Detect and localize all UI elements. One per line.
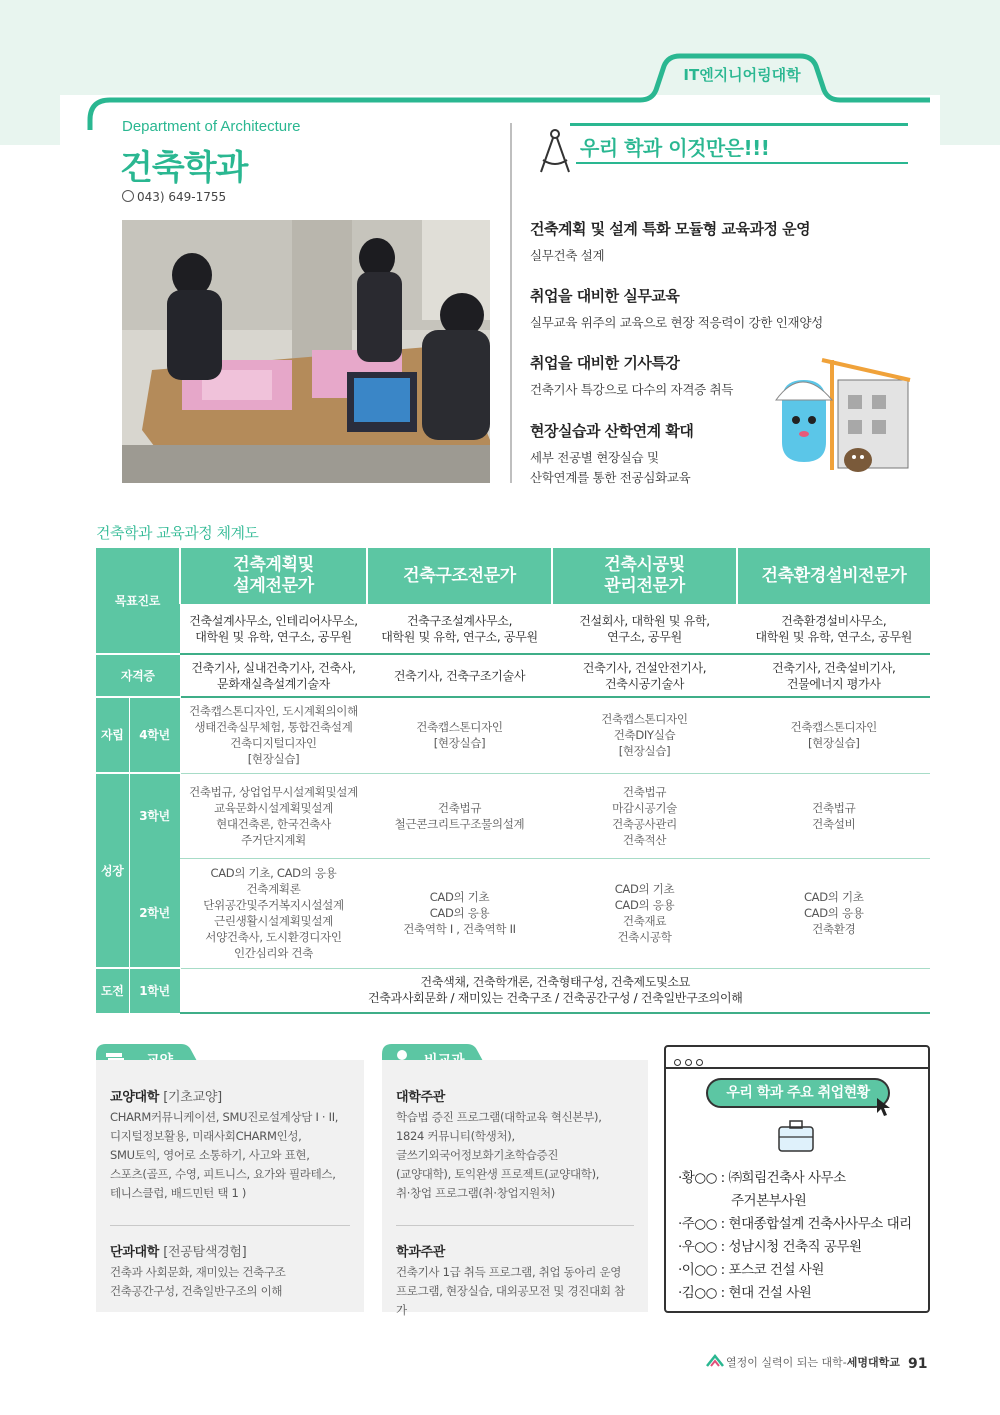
highlight-item	[530, 218, 810, 266]
extra-block2-text: 건축기사 1급 취득 프로그램, 취업 동아리 운영 프로그램, 현장실습, 대외공모전 및 경진대회 참가	[396, 1265, 625, 1317]
grade4-cell: 건축캡스톤디자인 [현장실습]	[737, 697, 930, 773]
highlight-item-desc: 세부 전공별 현장실습 및 산학연계를 통한 전공심화교육	[530, 450, 691, 485]
cert-cell: 건축기사, 실내건축기사, 건축사, 문화재실측설계기술자	[180, 654, 367, 697]
row-label-independence: 자립	[96, 697, 129, 773]
track-header: 건축시공및 관리전문가	[552, 548, 737, 604]
career-cell: 건축환경설비사무소, 대학원 및 유학, 연구소, 공무원	[737, 604, 930, 654]
highlight-item-title: 현장실습과 산학연계 확대	[530, 422, 694, 440]
grade3-cell: 건축법규 철근콘크리트구조물의설계	[367, 773, 552, 858]
employment-item: ·김○○ : 현대 건설 사원	[678, 1285, 812, 1301]
grade1-cell: 건축색채, 건축학개론, 건축형태구성, 건축제도및소묘 건축과사회문화 / 재미있는 건축구조 / 건축공간구성 / 건축일반구조의이해	[180, 968, 930, 1013]
phone-icon	[122, 190, 134, 202]
liberal-block1-text: CHARM커뮤니케이션, SMU진로설계상담 I · II, 디지털정보활용, 미래사회CHARM인성, SMU토익, 영어로 소통하기, 사고와 표현, 스포츠(골프, 수영, 피트니스, 요가와 필라테스, 테니스클럽, 배드민턴 택 1 )	[110, 1110, 339, 1200]
track-header: 건축환경설비전문가	[737, 548, 930, 604]
employment-item: ·황○○ : ㈜희림건축사 사무소	[678, 1170, 846, 1186]
page-number: 91	[908, 1356, 928, 1372]
department-english-name: Department of Architecture	[122, 118, 301, 135]
row-label-cert: 자격증	[96, 654, 180, 697]
extra-block1-text: 학습법 증진 프로그램(대학교육 혁신본부), 1824 커뮤니티(학생처), 글쓰기외국어정보화기초학습증진 (교양대학), 토익완생 프로젝트(교양대학), 취·창업 프로그램(취·창업지원처)	[396, 1110, 602, 1200]
class-photo	[122, 220, 490, 483]
extracurricular-card	[382, 1060, 648, 1317]
college-tag: IT엔지니어링대학	[683, 66, 801, 84]
liberal-block2-title: 단과대학 [전공탐색경험]	[110, 1245, 247, 1260]
window-titlebar	[666, 1047, 928, 1069]
row-label-challenge: 도전	[96, 968, 129, 1013]
row-label-grade4: 4학년	[129, 697, 180, 773]
column-divider	[510, 123, 512, 483]
department-title: 건축학과	[120, 148, 248, 188]
cert-cell: 건축기사, 건축설비기사, 건물에너지 평가사	[737, 654, 930, 697]
highlight-title: 우리 학과 이것만은!!!	[580, 136, 770, 160]
grade2-cell: CAD의 기초, CAD의 응용 건축계획론 단위공간및주거복지시설설계 근린생활시설계획및설계 서양건축사, 도시환경디자인 인간심리와 건축	[180, 858, 367, 968]
employment-title: 우리 학과 주요 취업현황	[706, 1078, 890, 1108]
window-dot-icon	[696, 1059, 703, 1066]
employment-list	[678, 1167, 912, 1305]
employment-item: ·이○○ : 포스코 건설 사원	[678, 1262, 824, 1278]
compass-icon	[535, 126, 575, 180]
phone-contact	[122, 190, 226, 204]
briefcase-icon	[776, 1117, 816, 1153]
track-header: 건축구조전문가	[367, 548, 552, 604]
grade4-cell: 건축캡스톤디자인, 도시계획의이해 생태건축실무체험, 통합건축설계 건축디지털디자인 [현장실습]	[180, 697, 367, 773]
card-divider	[110, 1225, 350, 1226]
grade2-cell: CAD의 기초 CAD의 응용 건축역학 I , 건축역학 II	[367, 858, 552, 968]
grade4-cell: 건축캡스톤디자인 [현장실습]	[367, 697, 552, 773]
row-label-grade3: 3학년	[129, 773, 180, 858]
cert-cell: 건축기사, 건축구조기술사	[367, 654, 552, 697]
employment-item: 주거본부사원	[731, 1193, 807, 1209]
curriculum-title: 건축학과 교육과정 체계도	[96, 524, 259, 542]
track-header: 건축계획및 설계전문가	[180, 548, 367, 604]
employment-window	[664, 1045, 930, 1313]
header-frame	[0, 0, 1000, 130]
grade4-cell: 건축캡스톤디자인 건축DIY실습 [현장실습]	[552, 697, 737, 773]
window-dot-icon	[674, 1059, 681, 1066]
footer-slogan: 열정이 실력이 되는 대학-세명대학교	[726, 1356, 900, 1369]
highlight-rule-bottom	[576, 162, 908, 164]
highlight-item-desc: 실무건축 설계	[530, 248, 605, 263]
highlight-item-desc: 실무교육 위주의 교육으로 현장 적응력이 강한 인재양성	[530, 315, 823, 330]
liberal-card	[96, 1060, 364, 1312]
highlight-item	[530, 420, 693, 488]
career-cell: 건설회사, 대학원 및 유학, 연구소, 공무원	[552, 604, 737, 654]
curriculum-table	[96, 548, 930, 1014]
grade2-cell: CAD의 기초 CAD의 응용 건축재료 건축시공학	[552, 858, 737, 968]
career-cell: 건축구조설계사무소, 대학원 및 유학, 연구소, 공무원	[367, 604, 552, 654]
extra-block1-title: 대학주관	[396, 1090, 446, 1105]
liberal-block1-title: 교양대학 [기초교양]	[110, 1090, 222, 1105]
highlight-rule-top	[570, 123, 908, 126]
phone-number: 043) 649-1755	[137, 190, 227, 204]
highlight-item	[530, 352, 733, 400]
mascot-illustration	[762, 350, 914, 480]
employment-item: ·주○○ : 현대종합설계 건축사사무소 대리	[678, 1216, 912, 1232]
liberal-block2-text: 건축과 사회문화, 재미있는 건축구조 건축공간구성, 건축일반구조의 이해	[110, 1265, 286, 1298]
cert-cell: 건축기사, 건설안전기사, 건축시공기술사	[552, 654, 737, 697]
university-logo-icon	[706, 1354, 724, 1368]
employment-item: ·우○○ : 성남시청 건축직 공무원	[678, 1239, 862, 1255]
row-label-grade1: 1학년	[129, 968, 180, 1013]
row-label-growth: 성장	[96, 773, 129, 968]
card-divider	[396, 1225, 634, 1226]
highlight-item-title: 취업을 대비한 기사특강	[530, 354, 680, 372]
grade3-cell: 건축법규 건축설비	[737, 773, 930, 858]
highlight-item	[530, 285, 823, 333]
window-dot-icon	[685, 1059, 692, 1066]
row-label-grade2: 2학년	[129, 858, 180, 968]
highlight-item-title: 취업을 대비한 실무교육	[530, 287, 680, 305]
cursor-icon	[876, 1097, 894, 1117]
grade3-cell: 건축법규 마감시공기술 건축공사관리 건축적산	[552, 773, 737, 858]
extra-block2-title: 학과주관	[396, 1245, 446, 1260]
grade3-cell: 건축법규, 상업업무시설계획및설계 교육문화시설계획및설계 현대건축론, 한국건축사 주거단지계획	[180, 773, 367, 858]
grade2-cell: CAD의 기초 CAD의 응용 건축환경	[737, 858, 930, 968]
highlight-item-desc: 건축기사 특강으로 다수의 자격증 취득	[530, 382, 734, 397]
highlight-item-title: 건축계획 및 설계 특화 모듈형 교육과정 운영	[530, 220, 811, 238]
row-label-goal: 목표진로	[96, 548, 180, 654]
career-cell: 건축설계사무소, 인테리어사무소, 대학원 및 유학, 연구소, 공무원	[180, 604, 367, 654]
